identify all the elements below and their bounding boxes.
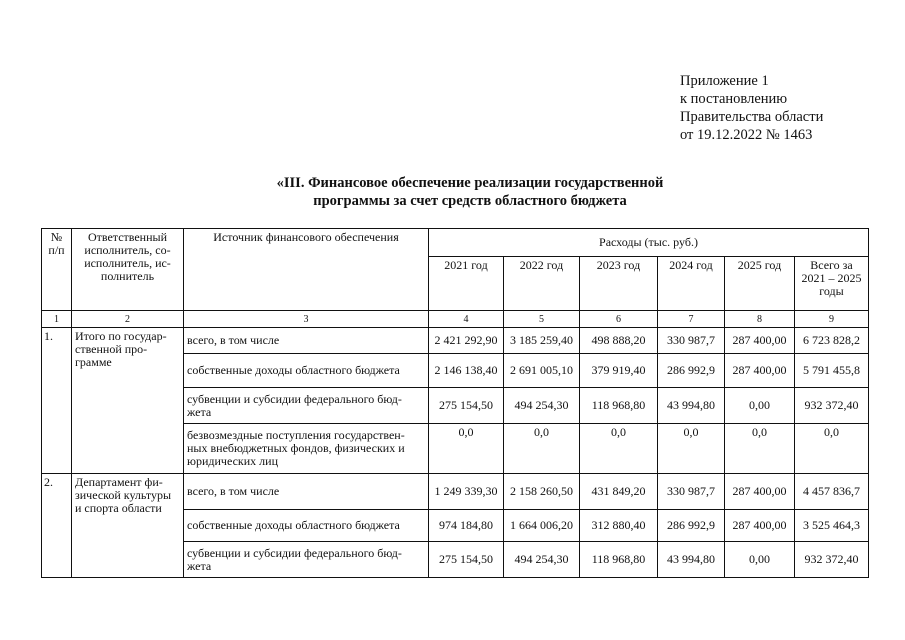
- document-title: [200, 174, 740, 210]
- table-row: [42, 474, 869, 510]
- amount-cell: 287 400,00: [725, 354, 795, 388]
- amount-cell: 43 994,80: [658, 542, 725, 578]
- amount-cell: 330 987,7: [658, 474, 725, 510]
- amount-cell: 0,00: [725, 542, 795, 578]
- row-number: 1.: [42, 328, 72, 474]
- amount-cell: 0,0: [429, 424, 504, 474]
- executor-cell: Департамент фи-зической культуры и спорта области: [72, 474, 184, 578]
- col-number: 7: [658, 311, 725, 328]
- header-source: Источник финансового обеспечения: [184, 229, 429, 311]
- amount-cell: 0,0: [658, 424, 725, 474]
- title-line-1: «III. Финансовое обеспечение реализации государственной: [276, 175, 664, 191]
- funding-source-cell: субвенции и субсидии федерального бюд-жета: [184, 388, 429, 424]
- appendix-line-3: Правительства области: [680, 109, 824, 125]
- amount-cell: 431 849,20: [580, 474, 658, 510]
- amount-cell: 287 400,00: [725, 510, 795, 542]
- header-2025: 2025 год: [725, 257, 795, 311]
- amount-cell: 2 158 260,50: [504, 474, 580, 510]
- header-2023: 2023 год: [580, 257, 658, 311]
- funding-source-cell: всего, в том числе: [184, 474, 429, 510]
- col-number: 8: [725, 311, 795, 328]
- appendix-line-2: к постановлению: [680, 91, 788, 107]
- amount-cell: 330 987,7: [658, 328, 725, 354]
- funding-source-cell: всего, в том числе: [184, 328, 429, 354]
- header-2022: 2022 год: [504, 257, 580, 311]
- amount-cell: 4 457 836,7: [795, 474, 869, 510]
- header-expenses: Расходы (тыс. руб.): [429, 229, 869, 257]
- col-number: 2: [72, 311, 184, 328]
- amount-cell: 1 664 006,20: [504, 510, 580, 542]
- header-num: № п/п: [42, 229, 72, 311]
- header-total: Всего за 2021 – 2025 годы: [795, 257, 869, 311]
- funding-source-cell: безвозмездные поступления государствен-ных внебюджетных фондов, физических и юридических лиц: [184, 424, 429, 474]
- amount-cell: 286 992,9: [658, 354, 725, 388]
- col-number: 6: [580, 311, 658, 328]
- amount-cell: 287 400,00: [725, 328, 795, 354]
- amount-cell: 974 184,80: [429, 510, 504, 542]
- amount-cell: 118 968,80: [580, 542, 658, 578]
- col-number: 4: [429, 311, 504, 328]
- amount-cell: 498 888,20: [580, 328, 658, 354]
- col-number: 1: [42, 311, 72, 328]
- amount-cell: 312 880,40: [580, 510, 658, 542]
- amount-cell: 494 254,30: [504, 542, 580, 578]
- financing-table: [41, 228, 869, 578]
- amount-cell: 286 992,9: [658, 510, 725, 542]
- amount-cell: 275 154,50: [429, 542, 504, 578]
- funding-source-cell: собственные доходы областного бюджета: [184, 510, 429, 542]
- amount-cell: 2 146 138,40: [429, 354, 504, 388]
- col-number: 3: [184, 311, 429, 328]
- header-2024: 2024 год: [658, 257, 725, 311]
- amount-cell: 3 525 464,3: [795, 510, 869, 542]
- funding-source-cell: субвенции и субсидии федерального бюд-жета: [184, 542, 429, 578]
- amount-cell: 0,0: [795, 424, 869, 474]
- appendix-note: [680, 72, 823, 144]
- col-number: 9: [795, 311, 869, 328]
- amount-cell: 3 185 259,40: [504, 328, 580, 354]
- amount-cell: 118 968,80: [580, 388, 658, 424]
- row-number: 2.: [42, 474, 72, 578]
- amount-cell: 0,0: [580, 424, 658, 474]
- amount-cell: 275 154,50: [429, 388, 504, 424]
- title-line-2: программы за счет средств областного бюджета: [313, 193, 627, 209]
- header-2021: 2021 год: [429, 257, 504, 311]
- appendix-line-1: Приложение 1: [680, 73, 769, 89]
- amount-cell: 2 421 292,90: [429, 328, 504, 354]
- amount-cell: 2 691 005,10: [504, 354, 580, 388]
- amount-cell: 379 919,40: [580, 354, 658, 388]
- amount-cell: 0,00: [725, 388, 795, 424]
- appendix-line-4: от 19.12.2022 № 1463: [680, 127, 813, 143]
- amount-cell: 287 400,00: [725, 474, 795, 510]
- amount-cell: 932 372,40: [795, 542, 869, 578]
- amount-cell: 932 372,40: [795, 388, 869, 424]
- amount-cell: 0,0: [725, 424, 795, 474]
- amount-cell: 0,0: [504, 424, 580, 474]
- col-number: 5: [504, 311, 580, 328]
- amount-cell: 5 791 455,8: [795, 354, 869, 388]
- amount-cell: 43 994,80: [658, 388, 725, 424]
- amount-cell: 1 249 339,30: [429, 474, 504, 510]
- table-row: [42, 328, 869, 354]
- executor-cell: Итого по государ-ственной про-грамме: [72, 328, 184, 474]
- header-executor: Ответственный исполнитель, со-исполнитель, ис-полнитель: [72, 229, 184, 311]
- amount-cell: 6 723 828,2: [795, 328, 869, 354]
- amount-cell: 494 254,30: [504, 388, 580, 424]
- column-numbers-row: [42, 311, 869, 328]
- funding-source-cell: собственные доходы областного бюджета: [184, 354, 429, 388]
